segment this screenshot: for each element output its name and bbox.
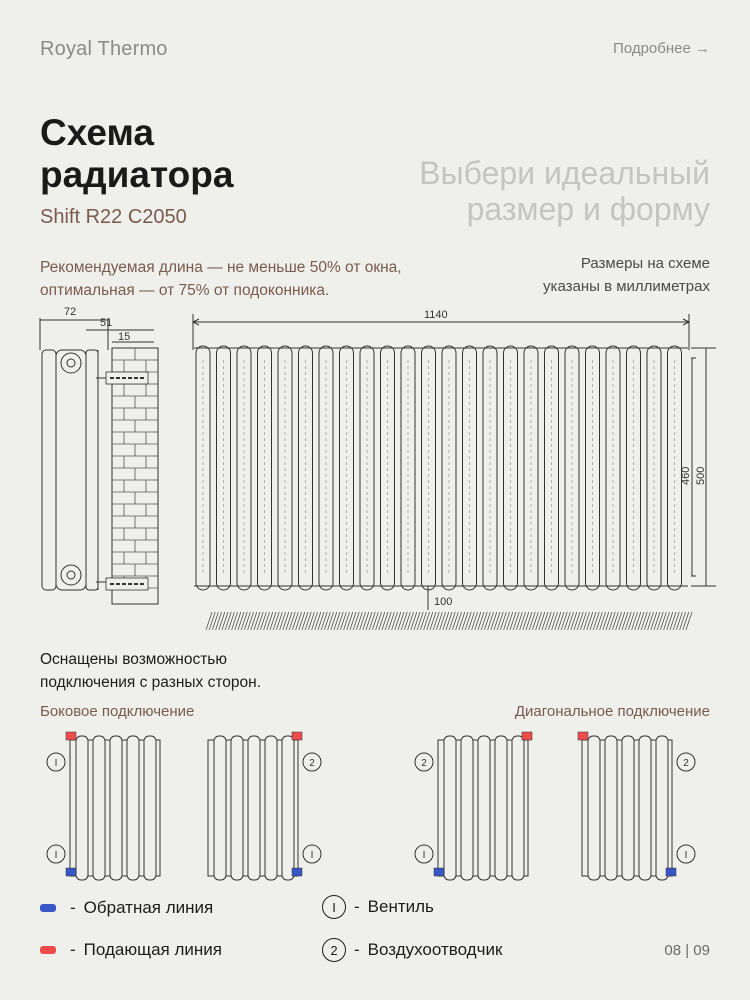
valve-marker-icon: I: [322, 895, 346, 919]
title-line-2: радиатора: [40, 154, 234, 195]
svg-text:I: I: [54, 850, 58, 861]
svg-text:I: I: [54, 758, 58, 769]
svg-text:I: I: [422, 850, 426, 861]
svg-text:2: 2: [683, 758, 689, 769]
slogan-line-2: размер и форму: [466, 191, 710, 227]
svg-text:2: 2: [309, 758, 315, 769]
legend-valve: [322, 895, 434, 919]
page-title: [40, 112, 233, 196]
dim-depth: 72: [64, 306, 77, 318]
dim-floor-gap: 100: [434, 596, 453, 608]
side-connection-label: Боковое подключение: [40, 703, 195, 720]
connection-scheme: [578, 732, 695, 880]
brand-logo: Royal Thermo: [40, 38, 168, 60]
dim-height: 500: [695, 466, 707, 485]
supply-line-label: Подающая линия: [83, 940, 222, 959]
air-vent-marker-icon: 2: [322, 938, 346, 962]
diagonal-connection-label: Диагональное подключение: [514, 703, 710, 720]
dim-width: 1140: [424, 309, 448, 321]
supply-line-swatch: [40, 946, 56, 954]
connection-scheme: [415, 732, 532, 880]
legend-dash: -: [354, 897, 360, 916]
recommendation-line-1: Рекомендуемая длина — не меньше 50% от окна,: [40, 259, 402, 276]
legend-return-line: [40, 898, 213, 918]
wall-anchor-top: [106, 372, 148, 384]
svg-text:2: 2: [421, 758, 427, 769]
svg-text:I: I: [684, 850, 688, 861]
svg-text:I: I: [310, 850, 314, 861]
valve-label: Вентиль: [367, 897, 434, 916]
more-link[interactable]: Подробнее →: [613, 40, 710, 57]
side-view-diagram: [36, 300, 166, 620]
units-note-line-2: указаны в миллиметрах: [543, 278, 710, 295]
legend-supply-line: [40, 940, 222, 960]
title-line-1: Схема: [40, 112, 154, 153]
return-line-label: Обратная линия: [83, 898, 214, 917]
connection-scheme: [208, 732, 321, 880]
recommendation-line-2: оптимальная — от 75% от подоконника.: [40, 282, 330, 299]
slogan: [419, 155, 710, 227]
return-line-swatch: [40, 904, 56, 912]
floor-hatching: [206, 612, 692, 630]
dim-offset: 51: [100, 317, 113, 329]
slogan-line-1: Выбери идеальный: [419, 155, 710, 191]
length-recommendation: [40, 256, 402, 302]
units-note: [543, 252, 710, 298]
connection-scheme: [47, 732, 160, 880]
dim-gap: 15: [118, 331, 131, 343]
model-name: Shift R22 C2050: [40, 206, 187, 228]
connection-note: [40, 648, 261, 694]
air-vent-label: Воздухоотводчик: [367, 940, 503, 959]
connection-schemes: [40, 728, 710, 898]
legend-dash: -: [70, 940, 76, 959]
page-number: 08 | 09: [664, 942, 710, 959]
connection-note-line-2: подключения с разных сторон.: [40, 674, 262, 691]
dim-axis-height: 460: [680, 466, 692, 485]
front-view-diagram: [186, 300, 716, 640]
legend-dash: -: [70, 898, 76, 917]
units-note-line-1: Размеры на схеме: [580, 255, 710, 272]
connection-note-line-1: Оснащены возможностью: [40, 651, 228, 668]
legend-dash: -: [354, 940, 360, 959]
legend-air-vent: [322, 938, 502, 962]
radiator-sections: [194, 346, 688, 590]
wall-anchor-bottom: [106, 578, 148, 590]
